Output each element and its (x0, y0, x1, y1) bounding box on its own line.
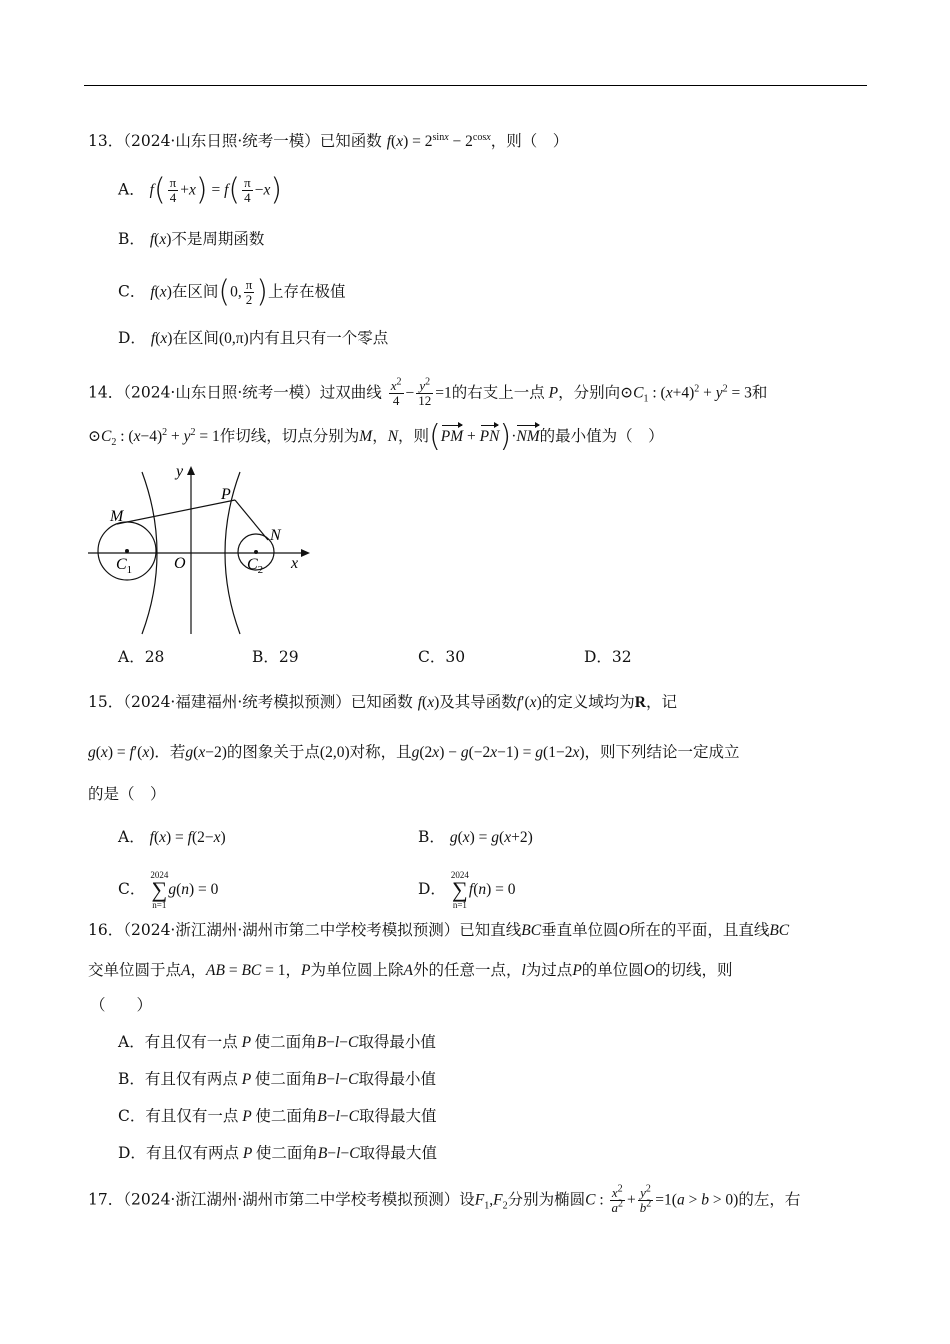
label-x: x (291, 555, 299, 572)
q16-option-d: D．有且仅有两点 P 使二面角B−l−C取得最大值 (118, 1144, 438, 1162)
label-o: O (174, 555, 186, 572)
center-c1 (125, 549, 129, 553)
q16-option-c: C．有且仅有一点 P 使二面角B−l−C取得最大值 (118, 1107, 437, 1125)
q16-stem-line3: （ ） (90, 996, 153, 1014)
q16-stem-line1: 16．（2024·浙江湖州·湖州市第二中学校考模拟预测）已知直线BC垂直单位圆O所在的平面，且直线BC (88, 921, 790, 939)
label-c1: $C_1$ (116, 556, 133, 576)
q14-stem-line2: $⊙C_2$ : $(x-4)^2 + y^2 = 1$作切线，切点分别为M，N，则(PM + PN)·NM的最小值为（ ） (88, 419, 664, 454)
q15-option-d: D． 2024 ∑ n=1 f(n) = 0 (418, 870, 516, 910)
tangent-pm (117, 500, 235, 524)
q15-stem-line3: 的是（ ） (88, 785, 166, 803)
q14-option-a: A．28 (118, 648, 165, 666)
q14-option-d: D．32 (584, 648, 632, 666)
label-n: N (270, 527, 281, 544)
y-axis-arrow (187, 466, 195, 475)
q15-option-b: B． g(x) = g(x+2) (418, 828, 533, 846)
q13-option-c: C． f(x)在区间(0, $\frac{\pi}{2}$ )上存在极值 (118, 274, 346, 310)
header-rule (84, 85, 867, 86)
q16-stem-line2: 交单位圆于点A，AB = BC = 1，P为单位圆上除A外的任意一点，l为过点P的单位圆O的切线，则 (88, 961, 733, 979)
q15-stem-line1: 15．（2024·福建福州·统考模拟预测）已知函数 f(x)及其导函数f′(x)的定义域均为R，记 (88, 693, 677, 711)
q17-stem-line1: 17．（2024·浙江湖州·湖州市第二中学校考模拟预测）设$F_1,F_2$分别为椭圆C : $\frac{x^2}{a^2}$ + $\frac{y^2}{b^2}$ =1(a > b > 0)的左，右 (88, 1183, 801, 1215)
q13-option-d: D． f(x)在区间(0,π)内有且只有一个零点 (118, 329, 389, 347)
q15-stem-line2: g(x) = f′(x)．若g(x−2)的图象关于点(2,0)对称，且g(2x) − g(−2x−1) = g(1−2x)，则下列结论一定成立 (88, 743, 740, 761)
label-p: P (221, 486, 231, 503)
q13-option-b: B． f(x)不是周期函数 (118, 230, 265, 248)
q13-stem: 13．（2024·山东日照·统考一模）已知函数 $f(x) = 2^{sinx} - 2^{cosx}$，则（ ） (88, 131, 569, 150)
q16-option-b: B．有且仅有两点 P 使二面角B−l−C取得最小值 (118, 1070, 437, 1088)
x-axis-arrow (301, 549, 310, 557)
q14-option-c: C．30 (418, 648, 466, 666)
q14-figure (84, 462, 314, 640)
q16-option-a: A．有且仅有一点 P 使二面角B−l−C取得最小值 (118, 1033, 436, 1051)
q15-option-a: A． f(x) = f(2−x) (118, 828, 226, 846)
label-c2: $C_2$ (247, 556, 264, 576)
center-c2 (254, 550, 258, 554)
q13-option-a: A． f( $\frac{\pi}{4}$ +x) = f( $\frac{\pi}{4}$ −x) (118, 172, 283, 208)
q15-option-c: C． 2024 ∑ n=1 g(n) = 0 (118, 870, 219, 910)
q14-option-b: B．29 (252, 648, 299, 666)
label-m: M (110, 508, 124, 525)
label-y: y (176, 463, 184, 480)
q14-stem-line1: 14．（2024·山东日照·统考一模）过双曲线 $\frac{x^2}{4}$ − $\frac{y^2}{12}$ =1的右支上一点 P，分别向$⊙C_1$ : $(x+4)^2 + y^2 = 3$和 (88, 376, 768, 408)
